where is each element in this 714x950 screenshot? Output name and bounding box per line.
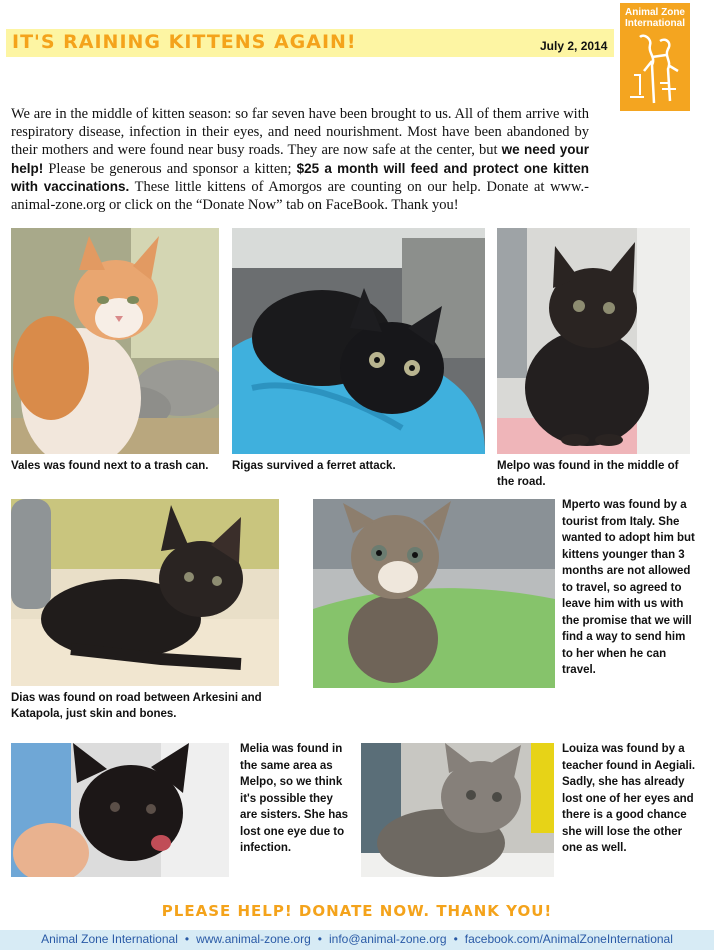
photo-louiza (361, 743, 554, 877)
photo-melia (11, 743, 229, 877)
footer-website-link[interactable]: www.animal-zone.org (196, 932, 311, 946)
photo-dias (11, 499, 279, 686)
photo-melpo (497, 228, 690, 454)
intro-bold-1: we need your help! (11, 142, 589, 176)
issue-date: July 2, 2014 (540, 39, 608, 53)
logo-text (620, 7, 690, 29)
caption-melpo: Melpo was found in the middle of the road. (497, 460, 679, 488)
footer-facebook-link[interactable]: facebook.com/AnimalZoneInternational (464, 932, 673, 946)
caption-dias: Dias was found on road between Arkesini and Katapola, just skin and bones. (11, 692, 262, 720)
footer-org-name: Animal Zone International (41, 932, 178, 946)
intro-text-2: Please be generous and sponsor a kitten; (43, 160, 297, 177)
photo-vales (11, 228, 219, 454)
org-logo (620, 3, 690, 111)
photo-mperto (313, 499, 555, 688)
logo-figures-icon (626, 31, 684, 107)
donate-call-to-action: PLEASE HELP! DONATE NOW. THANK YOU! (161, 902, 553, 920)
intro-text-1: We are in the middle of kitten season: so far seven have been brought to us. All of them arrive with respiratory disease, infection in their eyes, and need nourishment. Most have been abandoned by their mothers and were found near busy roads. They are now safe at the center, but (11, 106, 589, 158)
footer-contacts (0, 932, 714, 946)
logo-line-1: Animal Zone (624, 7, 685, 18)
photo-rigas (232, 228, 485, 454)
caption-melia: Melia was found in the same area as Melpo, so we think it's possible they are sisters. She has lost one eye due to infection. (240, 743, 349, 854)
logo-line-2: International (624, 18, 685, 29)
intro-paragraph (11, 106, 589, 214)
caption-vales: Vales was found next to a trash can. (11, 460, 209, 472)
intro-bold-2: $25 a month will feed and protect one kitten with vaccinations. (11, 160, 589, 194)
caption-louiza: Louiza was found by a teacher found in Aegiali. Sadly, she has already lost one of her eyes and there is a good chance she will lose the other one as well. (562, 743, 696, 854)
separator-dot: • (184, 932, 190, 946)
footer-email-link[interactable]: info@animal-zone.org (328, 932, 447, 946)
caption-mperto: Mperto was found by a tourist from Italy. She wanted to adopt him but kittens younger than 3 months are not allowed to travel, so agreed to leave him with us with the promise that we will find a way to send him to her when he can travel. (562, 499, 695, 676)
separator-dot: • (453, 932, 458, 946)
caption-rigas: Rigas survived a ferret attack. (232, 460, 396, 472)
page-title: IT'S RAINING KITTENS AGAIN! (12, 31, 357, 53)
intro-text-3: These little kittens of Amorgos are counting on our help. Donate at www.-animal-zone.org or click on the “Donate Now” tab on FaceBook. Thank you! (11, 179, 590, 213)
separator-dot: • (317, 932, 322, 946)
